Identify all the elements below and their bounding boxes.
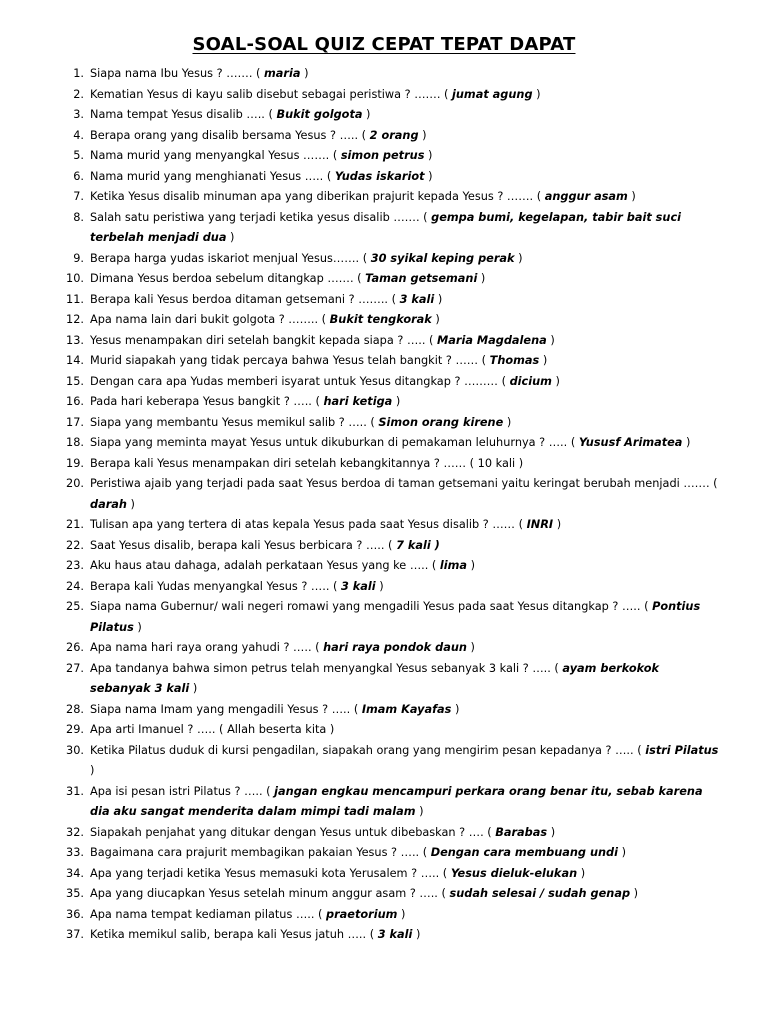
question-number: 35. bbox=[66, 887, 84, 900]
question-number: 10. bbox=[66, 272, 84, 285]
question-item bbox=[60, 126, 720, 147]
answer-close-paren: ) bbox=[514, 251, 523, 265]
question-text: Siapa yang meminta mayat Yesus untuk dikuburkan di pemakaman leluhurnya ? ….. ( bbox=[90, 436, 579, 449]
answer-text: 10 kali bbox=[477, 456, 516, 470]
question-item bbox=[60, 454, 720, 475]
answer-text: 2 orang bbox=[369, 128, 419, 142]
answer-close-paren: ) bbox=[415, 805, 424, 818]
answer-text: dicium bbox=[509, 374, 552, 388]
question-number: 29. bbox=[66, 723, 84, 736]
question-item bbox=[60, 167, 720, 188]
question-list bbox=[60, 64, 720, 946]
answer-text: 3 kali bbox=[399, 292, 435, 306]
question-item bbox=[60, 577, 720, 598]
answer-text: Taman getsemani bbox=[365, 272, 478, 285]
answer-text: INRI bbox=[526, 518, 554, 531]
answer-close-paren: ) bbox=[546, 333, 555, 347]
question-item bbox=[60, 413, 720, 434]
answer-close-paren: ) bbox=[397, 907, 406, 921]
question-text: Ketika Yesus disalib minuman apa yang diberikan prajurit kepada Yesus ? ……. ( bbox=[90, 190, 545, 203]
answer-close-paren: ) bbox=[362, 108, 371, 121]
question-number: 18. bbox=[66, 436, 84, 449]
question-text: Nama tempat Yesus disalib ….. ( bbox=[90, 108, 277, 121]
answer-close-paren: ) bbox=[412, 928, 421, 941]
answer-text: ayam berkokok sebanyak 3 kali bbox=[90, 661, 659, 695]
question-text: Apa nama hari raya orang yahudi ? ….. ( bbox=[90, 641, 324, 654]
answer-text: Thomas bbox=[489, 354, 540, 367]
answer-close-paren: ) bbox=[503, 415, 512, 429]
question-item bbox=[60, 208, 720, 249]
question-text: Salah satu peristiwa yang terjadi ketika yesus disalib ……. ( bbox=[90, 210, 432, 224]
question-number: 11. bbox=[66, 292, 84, 306]
answer-text: 3 kali bbox=[341, 579, 376, 593]
question-text: Apa nama lain dari bukit golgota ? …….. ( bbox=[90, 313, 330, 326]
question-number: 28. bbox=[66, 702, 84, 716]
question-number: 2. bbox=[73, 87, 84, 101]
question-number: 31. bbox=[66, 784, 84, 798]
answer-close-paren: ) bbox=[532, 87, 541, 101]
question-text: Apa arti Imanuel ? ….. ( bbox=[90, 723, 228, 736]
question-text: Apa tandanya bahwa simon petrus telah menyangkal Yesus sebanyak 3 kali ? ….. ( bbox=[90, 661, 563, 675]
question-item bbox=[60, 433, 720, 454]
answer-text: lima bbox=[439, 559, 468, 572]
question-text: Dengan cara apa Yudas memberi isyarat untuk Yesus ditangkap ? ……… ( bbox=[90, 374, 510, 388]
question-number: 34. bbox=[66, 866, 84, 880]
answer-text: praetorium bbox=[326, 907, 398, 921]
answer-text: Dengan cara membuang undi bbox=[430, 846, 618, 859]
answer-text: maria bbox=[264, 67, 301, 80]
question-item bbox=[60, 720, 720, 741]
answer-text: Pontius Pilatus bbox=[90, 600, 701, 634]
question-text: Kematian Yesus di kayu salib disebut sebagai peristiwa ? ……. ( bbox=[90, 87, 453, 101]
question-text: Ketika Pilatus duduk di kursi pengadilan, siapakah orang yang mengirim pesan kepadanya ? ….. ( bbox=[90, 743, 646, 757]
question-text: Siapa nama Imam yang mengadili Yesus ? ….. ( bbox=[90, 702, 362, 716]
question-text: Dimana Yesus berdoa sebelum ditangkap ……. ( bbox=[90, 272, 366, 285]
answer-close-paren: ) bbox=[133, 620, 142, 634]
answer-text: 7 kali ) bbox=[396, 538, 440, 552]
question-item bbox=[60, 864, 720, 885]
question-item bbox=[60, 782, 720, 823]
answer-close-paren: ) bbox=[451, 702, 460, 716]
question-text: Nama murid yang menghianati Yesus ….. ( bbox=[90, 169, 335, 183]
answer-close-paren: ) bbox=[515, 456, 524, 470]
question-item bbox=[60, 884, 720, 905]
question-item bbox=[60, 392, 720, 413]
question-number: 20. bbox=[66, 477, 84, 490]
question-number: 24. bbox=[66, 579, 84, 593]
question-item bbox=[60, 85, 720, 106]
question-item bbox=[60, 556, 720, 577]
answer-close-paren: ) bbox=[392, 395, 401, 408]
question-text: Peristiwa ajaib yang terjadi pada saat Yesus berdoa di taman getsemani yaitu keringat berubah menjadi ……. ( bbox=[90, 477, 718, 490]
question-item bbox=[60, 331, 720, 352]
question-item bbox=[60, 290, 720, 311]
answer-close-paren: ) bbox=[627, 190, 636, 203]
question-text: Berapa kali Yesus menampakan diri setelah kebangkitannya ? …… ( bbox=[90, 456, 478, 470]
answer-text: Imam Kayafas bbox=[361, 702, 452, 716]
question-number: 1. bbox=[73, 67, 84, 80]
question-item bbox=[60, 474, 720, 515]
question-text: Berapa harga yudas iskariot menjual Yesus……. ( bbox=[90, 251, 371, 265]
answer-close-paren: ) bbox=[477, 272, 486, 285]
question-item bbox=[60, 105, 720, 126]
question-text: Siapa nama Ibu Yesus ? ……. ( bbox=[90, 67, 265, 80]
question-text: Murid siapakah yang tidak percaya bahwa Yesus telah bangkit ? …… ( bbox=[90, 354, 490, 367]
question-text: Berapa kali Yudas menyangkal Yesus ? ….. ( bbox=[90, 579, 341, 593]
question-number: 22. bbox=[66, 538, 84, 552]
answer-close-paren: ) bbox=[551, 374, 560, 388]
answer-close-paren: ) bbox=[189, 682, 198, 695]
answer-text: sudah selesai / sudah genap bbox=[449, 887, 631, 900]
question-text: Siapa yang membantu Yesus memikul salib ? ….. ( bbox=[90, 415, 379, 429]
answer-text: Barabas bbox=[495, 825, 548, 839]
answer-text: Bukit golgota bbox=[276, 108, 363, 121]
question-text: Apa yang terjadi ketika Yesus memasuki kota Yerusalem ? ….. ( bbox=[90, 866, 451, 880]
question-text: Berapa kali Yesus berdoa ditaman getsemani ? …….. ( bbox=[90, 292, 400, 306]
question-number: 32. bbox=[66, 825, 84, 839]
question-number: 17. bbox=[66, 415, 84, 429]
answer-close-paren: ) bbox=[226, 231, 235, 244]
question-item bbox=[60, 843, 720, 864]
answer-text: istri Pilatus bbox=[645, 743, 719, 757]
question-item bbox=[60, 269, 720, 290]
question-text: Siapa nama Gubernur/ wali negeri romawi yang mengadili Yesus pada saat Yesus ditangkap ? ….. ( bbox=[90, 600, 653, 613]
answer-text: 30 syikal keping perak bbox=[370, 251, 515, 265]
answer-text: Yesus dieluk-elukan bbox=[450, 866, 578, 880]
question-number: 12. bbox=[66, 313, 84, 326]
answer-close-paren: ) bbox=[630, 887, 639, 900]
question-number: 3. bbox=[73, 108, 84, 121]
answer-text: jangan engkau mencampuri perkara orang benar itu, sebab karena dia aku sangat menderita dalam mimpi tadi malam bbox=[90, 784, 703, 818]
answer-close-paren: ) bbox=[126, 497, 135, 511]
question-item bbox=[60, 64, 720, 85]
answer-text: 3 kali bbox=[377, 928, 413, 941]
question-item bbox=[60, 823, 720, 844]
answer-close-paren: ) bbox=[539, 354, 548, 367]
question-item bbox=[60, 515, 720, 536]
question-text: Pada hari keberapa Yesus bangkit ? ….. ( bbox=[90, 395, 324, 408]
answer-close-paren: ) bbox=[375, 579, 384, 593]
question-item bbox=[60, 700, 720, 721]
answer-close-paren: ) bbox=[547, 825, 556, 839]
question-text: Apa nama tempat kediaman pilatus ….. ( bbox=[90, 907, 327, 921]
question-number: 33. bbox=[66, 846, 84, 859]
question-text: Nama murid yang menyangkal Yesus ……. ( bbox=[90, 149, 341, 162]
answer-text: simon petrus bbox=[340, 149, 425, 162]
question-number: 30. bbox=[66, 743, 84, 757]
page-title: SOAL-SOAL QUIZ CEPAT TEPAT DAPAT bbox=[192, 34, 576, 55]
question-item bbox=[60, 741, 720, 782]
question-number: 23. bbox=[66, 559, 84, 572]
question-text: Apa isi pesan istri Pilatus ? ….. ( bbox=[90, 784, 275, 798]
question-item bbox=[60, 249, 720, 270]
question-number: 5. bbox=[73, 149, 84, 162]
question-text: Saat Yesus disalib, berapa kali Yesus berbicara ? ….. ( bbox=[90, 538, 397, 552]
question-number: 4. bbox=[73, 128, 84, 142]
question-text: Yesus menampakan diri setelah bangkit kepada siapa ? ….. ( bbox=[90, 333, 438, 347]
question-number: 13. bbox=[66, 333, 84, 347]
answer-text: darah bbox=[90, 497, 127, 511]
question-item bbox=[60, 597, 720, 638]
question-number: 7. bbox=[73, 190, 84, 203]
question-item bbox=[60, 310, 720, 331]
question-item bbox=[60, 187, 720, 208]
question-text: Tulisan apa yang tertera di atas kepala Yesus pada saat Yesus disalib ? …… ( bbox=[90, 518, 527, 531]
question-number: 25. bbox=[66, 600, 84, 613]
question-text: Apa yang diucapkan Yesus setelah minum anggur asam ? ….. ( bbox=[90, 887, 450, 900]
answer-close-paren: ) bbox=[326, 723, 335, 736]
answer-close-paren: ) bbox=[434, 292, 443, 306]
answer-text: jumat agung bbox=[452, 87, 533, 101]
question-item bbox=[60, 925, 720, 946]
answer-text: Allah beserta kita bbox=[227, 723, 327, 736]
question-text: Berapa orang yang disalib bersama Yesus ? ….. ( bbox=[90, 128, 370, 142]
answer-close-paren: ) bbox=[618, 846, 626, 859]
question-item bbox=[60, 659, 720, 700]
question-item bbox=[60, 351, 720, 372]
answer-text: hari ketiga bbox=[323, 395, 393, 408]
answer-close-paren: ) bbox=[424, 169, 433, 183]
answer-close-paren: ) bbox=[467, 559, 476, 572]
question-number: 15. bbox=[66, 374, 84, 388]
answer-close-paren: ) bbox=[90, 764, 95, 777]
question-number: 19. bbox=[66, 456, 84, 470]
question-number: 21. bbox=[66, 518, 84, 531]
question-item bbox=[60, 372, 720, 393]
answer-text: Yususf Arimatea bbox=[578, 436, 683, 449]
answer-text: Simon orang kirene bbox=[378, 415, 504, 429]
question-number: 8. bbox=[73, 210, 84, 224]
answer-close-paren: ) bbox=[418, 128, 427, 142]
question-text: Siapakah penjahat yang ditukar dengan Yesus untuk dibebaskan ? …. ( bbox=[90, 825, 496, 839]
question-text: Aku haus atau dahaga, adalah perkataan Yesus yang ke ….. ( bbox=[90, 559, 440, 572]
question-text: Ketika memikul salib, berapa kali Yesus jatuh ….. ( bbox=[90, 928, 378, 941]
answer-close-paren: ) bbox=[431, 313, 440, 326]
question-item bbox=[60, 638, 720, 659]
answer-text: Yudas iskariot bbox=[334, 169, 425, 183]
question-number: 26. bbox=[66, 641, 84, 654]
question-number: 27. bbox=[66, 661, 84, 675]
question-text: Bagaimana cara prajurit membagikan pakaian Yesus ? ….. ( bbox=[90, 846, 431, 859]
question-item bbox=[60, 905, 720, 926]
question-item bbox=[60, 536, 720, 557]
answer-text: anggur asam bbox=[544, 190, 628, 203]
question-item bbox=[60, 146, 720, 167]
answer-close-paren: ) bbox=[577, 866, 586, 880]
question-number: 9. bbox=[73, 251, 84, 265]
answer-close-paren: ) bbox=[553, 518, 562, 531]
answer-close-paren: ) bbox=[466, 641, 475, 654]
question-number: 37. bbox=[66, 928, 84, 941]
question-number: 6. bbox=[73, 169, 84, 183]
answer-close-paren: ) bbox=[424, 149, 433, 162]
answer-close-paren: ) bbox=[300, 67, 309, 80]
answer-text: gempa bumi, kegelapan, tabir bait suci terbelah menjadi dua bbox=[90, 210, 682, 244]
answer-text: Maria Magdalena bbox=[437, 333, 547, 347]
answer-text: Bukit tengkorak bbox=[329, 313, 432, 326]
answer-text: hari raya pondok daun bbox=[323, 641, 467, 654]
question-number: 16. bbox=[66, 395, 84, 408]
question-number: 36. bbox=[66, 907, 84, 921]
answer-close-paren: ) bbox=[682, 436, 691, 449]
question-number: 14. bbox=[66, 354, 84, 367]
